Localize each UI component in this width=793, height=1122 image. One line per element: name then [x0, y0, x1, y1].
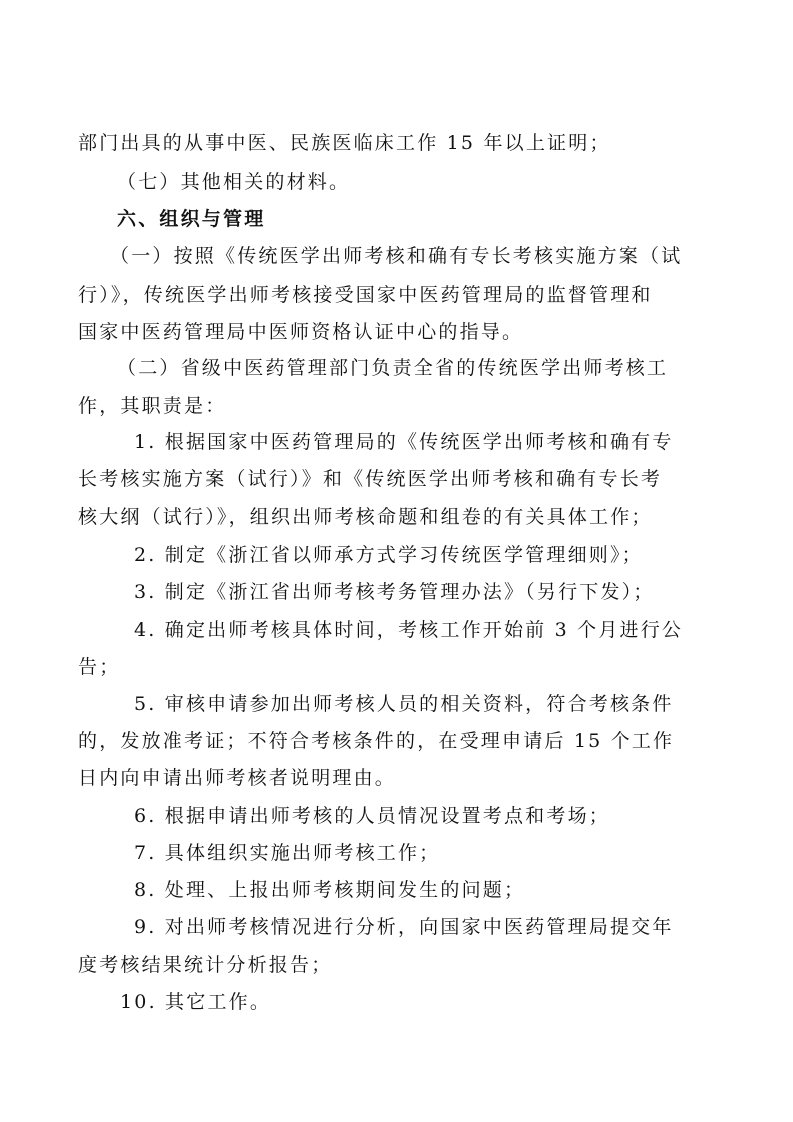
- text-line: 7. 具体组织实施出师考核工作；: [134, 842, 441, 864]
- text-line: 9. 对出师考核情况进行分析，向国家中医药管理局提交年: [134, 916, 674, 938]
- text-line: 4. 确定出师考核具体时间，考核工作开始前 3 个月进行公: [134, 619, 684, 641]
- text-line: （一）按照《传统医学出师考核和确有专长考核实施方案（试: [110, 245, 683, 267]
- text-line: （七）其他相关的材料。: [117, 171, 351, 193]
- text-line: 核大纲（试行）》，组织出师考核命题和组卷的有关具体工作；: [78, 506, 653, 528]
- text-line: 日内向申请出师考核者说明理由。: [78, 767, 397, 789]
- text-line: 长考核实施方案（试行）》和《传统医学出师考核和确有专长考: [78, 468, 663, 490]
- text-line: 部门出具的从事中医、民族医临床工作 15 年以上证明；: [78, 132, 611, 154]
- text-line: 行）》，传统医学出师考核接受国家中医药管理局的监督管理和: [78, 284, 653, 306]
- text-line: 1. 根据国家中医药管理局的《传统医学出师考核和确有专: [134, 431, 674, 453]
- text-line: 度考核结果统计分析报告；: [78, 954, 333, 976]
- section-heading: 六、组织与管理: [117, 208, 266, 230]
- text-line: 10. 其它工作。: [120, 991, 272, 1013]
- text-line: 2. 制定《浙江省以师承方式学习传统医学管理细则》；: [134, 544, 643, 566]
- text-line: 的，发放准考证；不符合考核条件的，在受理申请后 15 个工作: [78, 730, 675, 752]
- text-line: 8. 处理、上报出师考核期间发生的问题；: [134, 879, 526, 901]
- text-line: （二）省级中医药管理部门负责全省的传统医学出师考核工: [117, 357, 669, 379]
- text-line: 6. 根据申请出师考核的人员情况设置考点和考场；: [134, 805, 610, 827]
- text-line: 作，其职责是：: [78, 395, 227, 417]
- text-line: 5. 审核申请参加出师考核人员的相关资料，符合考核条件: [134, 693, 674, 715]
- text-line: 告；: [78, 656, 121, 678]
- text-line: 国家中医药管理局中医师资格认证中心的指导。: [78, 321, 524, 343]
- text-line: 3. 制定《浙江省出师考核考务管理办法》（另行下发）；: [134, 581, 655, 603]
